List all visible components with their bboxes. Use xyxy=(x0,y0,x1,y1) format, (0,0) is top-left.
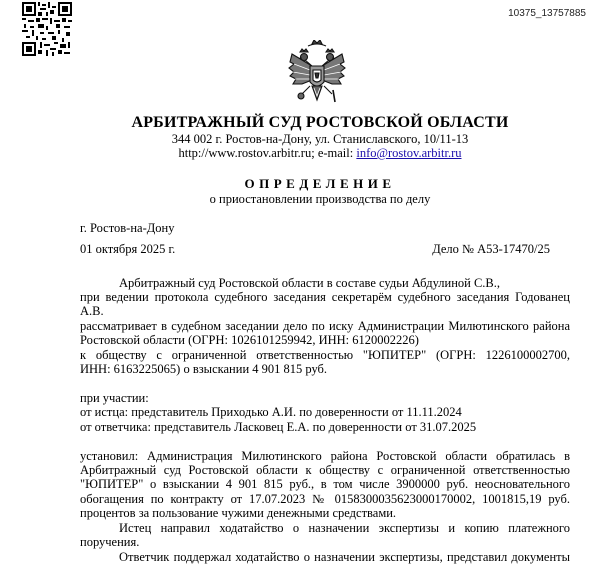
intro-line-7: ИНН: 6163225065) о взыскании 4 901 815 руб. xyxy=(80,362,328,376)
established-line-3: "ЮПИТЕР" о взыскании 4 901 815 руб., в том числе 3900000 руб. неосновательного xyxy=(80,477,570,491)
document-id: 10375_13757885 xyxy=(508,8,586,19)
intro-line-1: Арбитражный суд Ростовской области в составе судьи Абдулиной С.В., xyxy=(119,276,500,290)
court-contacts xyxy=(0,146,600,161)
intro-line-6: к обществу с ограниченной ответственностью "ЮПИТЕР" (ОГРН: 1226100002700, xyxy=(80,348,570,362)
established-line-1: установил: Администрация Милютинского района Ростовской области обратилась в xyxy=(80,449,570,463)
intro-line-4: рассматривает в судебном заседании дело по иску Администрации Милютинского района xyxy=(80,319,570,333)
qr-code-icon xyxy=(22,2,72,56)
court-name: АРБИТРАЖНЫЙ СУД РОСТОВСКОЙ ОБЛАСТИ xyxy=(131,114,509,131)
motion-line-1: Истец направил ходатайство о назначении экспертизы и копию платежного xyxy=(119,521,570,535)
court-website: http://www.rostov.arbitr.ru; e-mail: xyxy=(178,146,357,160)
defendant-representative: от ответчика: представитель Ласковец Е.А. по доверенности от 31.07.2025 xyxy=(80,420,477,434)
intro-line-3: А.В. xyxy=(80,304,104,318)
document-subtitle: о приостановлении производства по делу xyxy=(209,192,431,206)
city: г. Ростов-на-Дону xyxy=(80,221,175,235)
established-line-4: обогащения по контракту от 17.07.2023 № 0158300035623000170002, 1001815,19 руб. xyxy=(80,492,570,506)
court-address: 344 002 г. Ростов-на-Дону, ул. Станиславского, 10/11-13 xyxy=(171,132,469,146)
court-email-link[interactable]: info@rostov.arbitr.ru xyxy=(356,146,462,160)
motion-line-2: поручения. xyxy=(80,535,140,549)
case-number: Дело № А53-17470/25 xyxy=(432,242,550,256)
document-title: ОПРЕДЕЛЕНИЕ xyxy=(244,176,396,191)
document-date: 01 октября 2025 г. xyxy=(80,242,176,256)
defendant-motion-line-1: Ответчик поддержал ходатайство о назначении экспертизы, представил документы xyxy=(119,550,570,564)
plaintiff-representative: от истца: представитель Приходько А.И. по доверенности от 11.11.2024 xyxy=(80,405,462,419)
established-line-2: Арбитражный суд Ростовской области к обществу с ограниченной ответственностью xyxy=(80,463,570,477)
coat-of-arms-emblem-icon xyxy=(288,40,346,108)
established-line-5: процентов за пользование чужими денежными средствами. xyxy=(80,506,397,520)
attendance-label: при участии: xyxy=(80,391,149,405)
intro-line-5: Ростовской области (ОГРН: 1026101259942, ИНН: 6120002226) xyxy=(80,333,419,347)
intro-line-2: при ведении протокола судебного заседания секретарём судебного заседания Годованец xyxy=(80,290,570,304)
